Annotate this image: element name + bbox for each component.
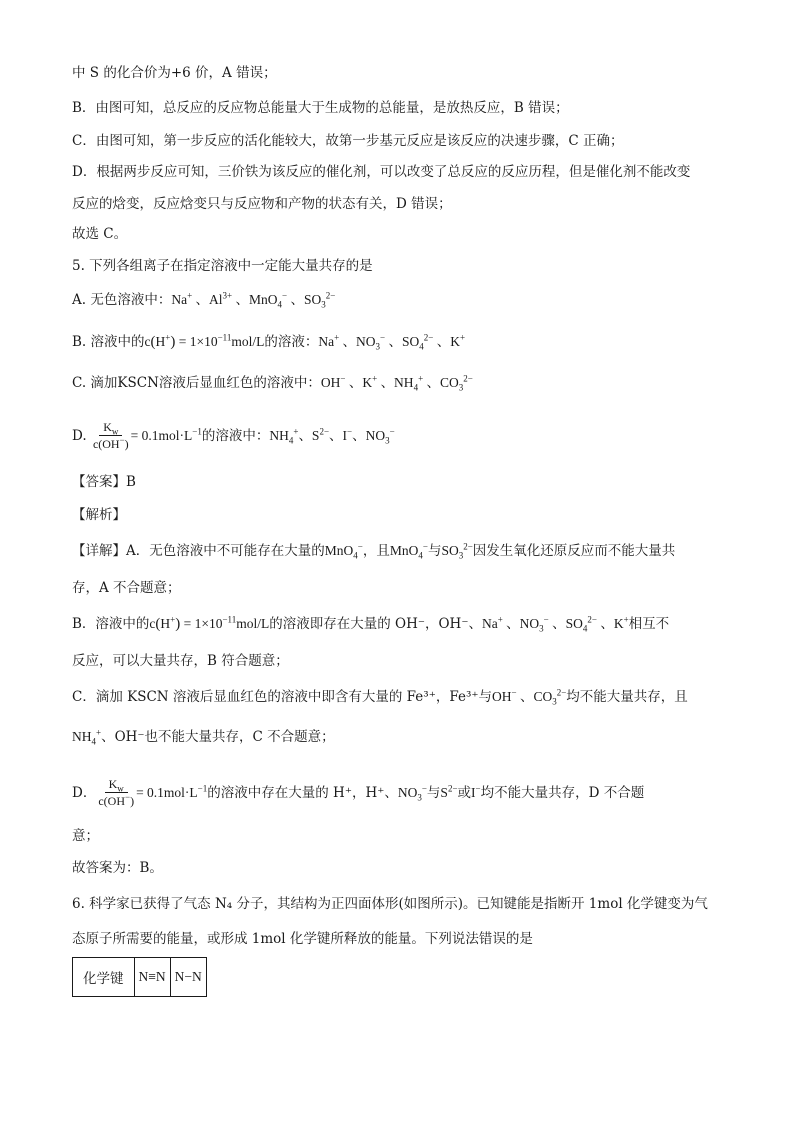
- explain-a-text2: ，且: [362, 543, 390, 559]
- option-c: [72, 373, 734, 393]
- option-d-value: = $0.1mol\cdot L^{-1}$: [130, 426, 202, 443]
- line-prev-1: 中 S 的化合价为+6 价，A 错误；: [72, 65, 277, 81]
- table-cell-single-bond: N−N: [170, 958, 206, 997]
- line-prev-4: D．根据两步反应可知，三价铁为该反应的催化剂，可以改变了总反应的反应历程，但是催化剂不能改变: [72, 164, 691, 180]
- explain-d-text3: 与: [426, 785, 441, 801]
- bond-energy-table: [72, 957, 207, 997]
- detail-tag: 【详解】: [72, 543, 126, 559]
- explain-c-text3: 、OH⁻也不能大量共存，C 不合题意；: [101, 729, 335, 745]
- line-prev-6: 故选 C。: [72, 226, 128, 242]
- option-d: [72, 420, 734, 453]
- line-prev-3: C．由图可知，第一步反应的活化能较大，故第一步基元反应是该反应的决速步骤，C 正确；: [72, 133, 624, 149]
- option-b-prefix: B. 溶液中的: [72, 334, 145, 350]
- option-d-mid: 的溶液中：: [201, 428, 270, 444]
- explain-d-text1: D．: [72, 785, 97, 801]
- option-d-fraction: $\frac{K_w}{c(OH^-)}$: [92, 420, 129, 451]
- explain-d-text4: 或: [457, 785, 472, 801]
- table-cell-triple-bond: N≡N: [134, 958, 170, 997]
- option-a-prefix: A. 无色溶液中：: [72, 292, 172, 308]
- answer-value: B: [126, 474, 136, 490]
- option-d-prefix: D.: [72, 428, 87, 444]
- explain-a-1: [72, 541, 734, 561]
- explain-c-1: [72, 687, 734, 707]
- explain-a-ion1: MnO$_4$−: [324, 541, 363, 561]
- explain-b-text2: 的溶液即存在大量的 OH⁻，OH⁻、: [269, 616, 482, 632]
- question-5-stem: 5. 下列各组离子在指定溶液中一定能大量共存的是: [72, 258, 373, 274]
- explain-d-ion-no3: $NO_3^-$: [397, 783, 427, 803]
- explain-c-text1: C．滴加 KSCN 溶液后显血红色的溶液中即含有大量的 Fe³⁺，Fe³⁺与: [72, 689, 492, 705]
- explain-b-1: [72, 614, 734, 634]
- explain-d-fraction: $\frac{K_w}{c(OH^-)}$: [98, 777, 135, 808]
- answer-tag: 【答案】: [72, 474, 126, 490]
- explain-c-2: [72, 727, 734, 747]
- option-c-prefix: C. 滴加KSCN溶液后显血红色的溶液中：: [72, 375, 321, 391]
- explain-d-ion-i: I−: [471, 783, 481, 800]
- explain-d-2: 意；: [72, 828, 99, 844]
- answer-line: [72, 472, 734, 492]
- table-header-cell: 化学键: [73, 958, 135, 997]
- explain-b-ions: Na+ 、$NO_3^-$ 、$SO_4^{2-}$ 、K+: [481, 614, 629, 634]
- explain-b-conc: $c(H^+) = 1\times 10^{-11}mol/L$: [149, 614, 270, 632]
- explain-d-text5: 均不能大量共存，D 不合题: [480, 785, 645, 801]
- explain-c-ion-nh4: $NH_4^+$: [72, 727, 102, 747]
- analysis-tag: 【解析】: [72, 507, 126, 523]
- line-prev-5: 反应的焓变，反应焓变只与反应物和产物的状态有关，D 错误；: [72, 196, 452, 212]
- explain-c-ions: OH− 、$CO_3^{2-}$: [492, 687, 567, 707]
- line-prev-2: B．由图可知，总反应的反应物总能量大于生成物的总能量，是放热反应，B 错误；: [72, 100, 569, 116]
- explain-b-text3: 相互不: [628, 616, 670, 632]
- explain-d-text2: 的溶液中存在大量的 H⁺，H⁺、: [207, 785, 398, 801]
- explain-d-1: [72, 777, 734, 810]
- option-b-ions: Na+ 、$NO_3^-$ 、$SO_4^{2-}$ 、K+: [318, 332, 466, 352]
- conclusion: 故答案为：B。: [72, 860, 163, 876]
- option-b: [72, 332, 734, 352]
- explain-a-text1: A．无色溶液中不可能存在大量的: [126, 543, 325, 559]
- explain-a-text3: 与: [427, 543, 442, 559]
- question-6-line-1: 6. 科学家已获得了气态 N₄ 分子，其结构为正四面体形(如图所示)。已知键能是指断开 1mol 化学键变为气: [72, 896, 708, 912]
- explain-a-ion2: MnO$_4$−: [389, 541, 428, 561]
- explain-a-text4: 因发生氧化还原反应而不能大量共: [472, 543, 676, 559]
- option-c-ions: OH− 、K+ 、$NH_4^+$ 、$CO_3^{2-}$: [320, 373, 473, 393]
- explain-d-value: = $0.1mol\cdot L^{-1}$: [136, 783, 208, 800]
- explain-d-ion-s: $S^{2-}$: [440, 783, 458, 800]
- explain-a-ion3: $SO_3^{2-}$: [441, 541, 473, 561]
- option-a-ions: Na+ 、$Al^{3+}$ 、MnO$_4$− 、$SO_3^{2-}$: [171, 290, 336, 310]
- option-b-conc: $c(H^+) = 1\times 10^{-11}mol/L$: [144, 332, 265, 350]
- explain-b-text1: B．溶液中的: [72, 616, 150, 632]
- explain-a-2: 存，A 不合题意；: [72, 580, 181, 596]
- option-a: [72, 290, 734, 310]
- option-b-mid: 的溶液：: [264, 334, 319, 350]
- option-d-ions: $NH_4^+$、$S^{2-}$、I−、$NO_3^-$: [269, 426, 395, 446]
- question-6-line-2: 态原子所需要的能量，或形成 1mol 化学键所释放的能量。下列说法错误的是: [72, 931, 533, 947]
- explain-b-2: 反应，可以大量共存，B 符合题意；: [72, 653, 289, 669]
- table-row: [73, 958, 207, 997]
- explain-c-text2: 均不能大量共存，且: [566, 689, 688, 705]
